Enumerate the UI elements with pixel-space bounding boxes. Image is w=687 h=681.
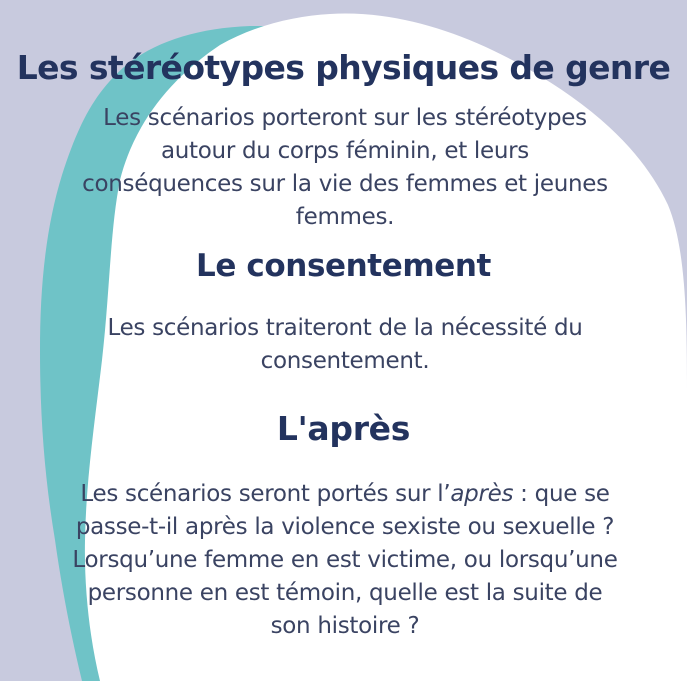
heading-stereotypes: Les stéréotypes physiques de genre [16, 48, 671, 87]
paragraph-apres-start: Les scénarios seront portés sur l’ [80, 481, 451, 507]
paragraph-apres [70, 478, 620, 643]
paragraph-apres-emphasis: après [450, 481, 514, 507]
paragraph-apres-end: : que se passe-t-il après la violence sexiste ou sexuelle ? Lorsqu’une femme en est victime, ou lorsqu’une personne en est témoin, quelle est la suite de son histoire ? [72, 481, 618, 639]
heading-apres: L'après [276, 409, 411, 448]
paragraph-stereotypes: Les scénarios porteront sur les stéréotypes autour du corps féminin, et leurs conséquences sur la vie des femmes et jeunes femmes. [82, 105, 608, 230]
heading-consentement: Le consentement [196, 248, 491, 284]
paragraph-consentement: Les scénarios traiteront de la nécessité du consentement. [107, 315, 583, 374]
